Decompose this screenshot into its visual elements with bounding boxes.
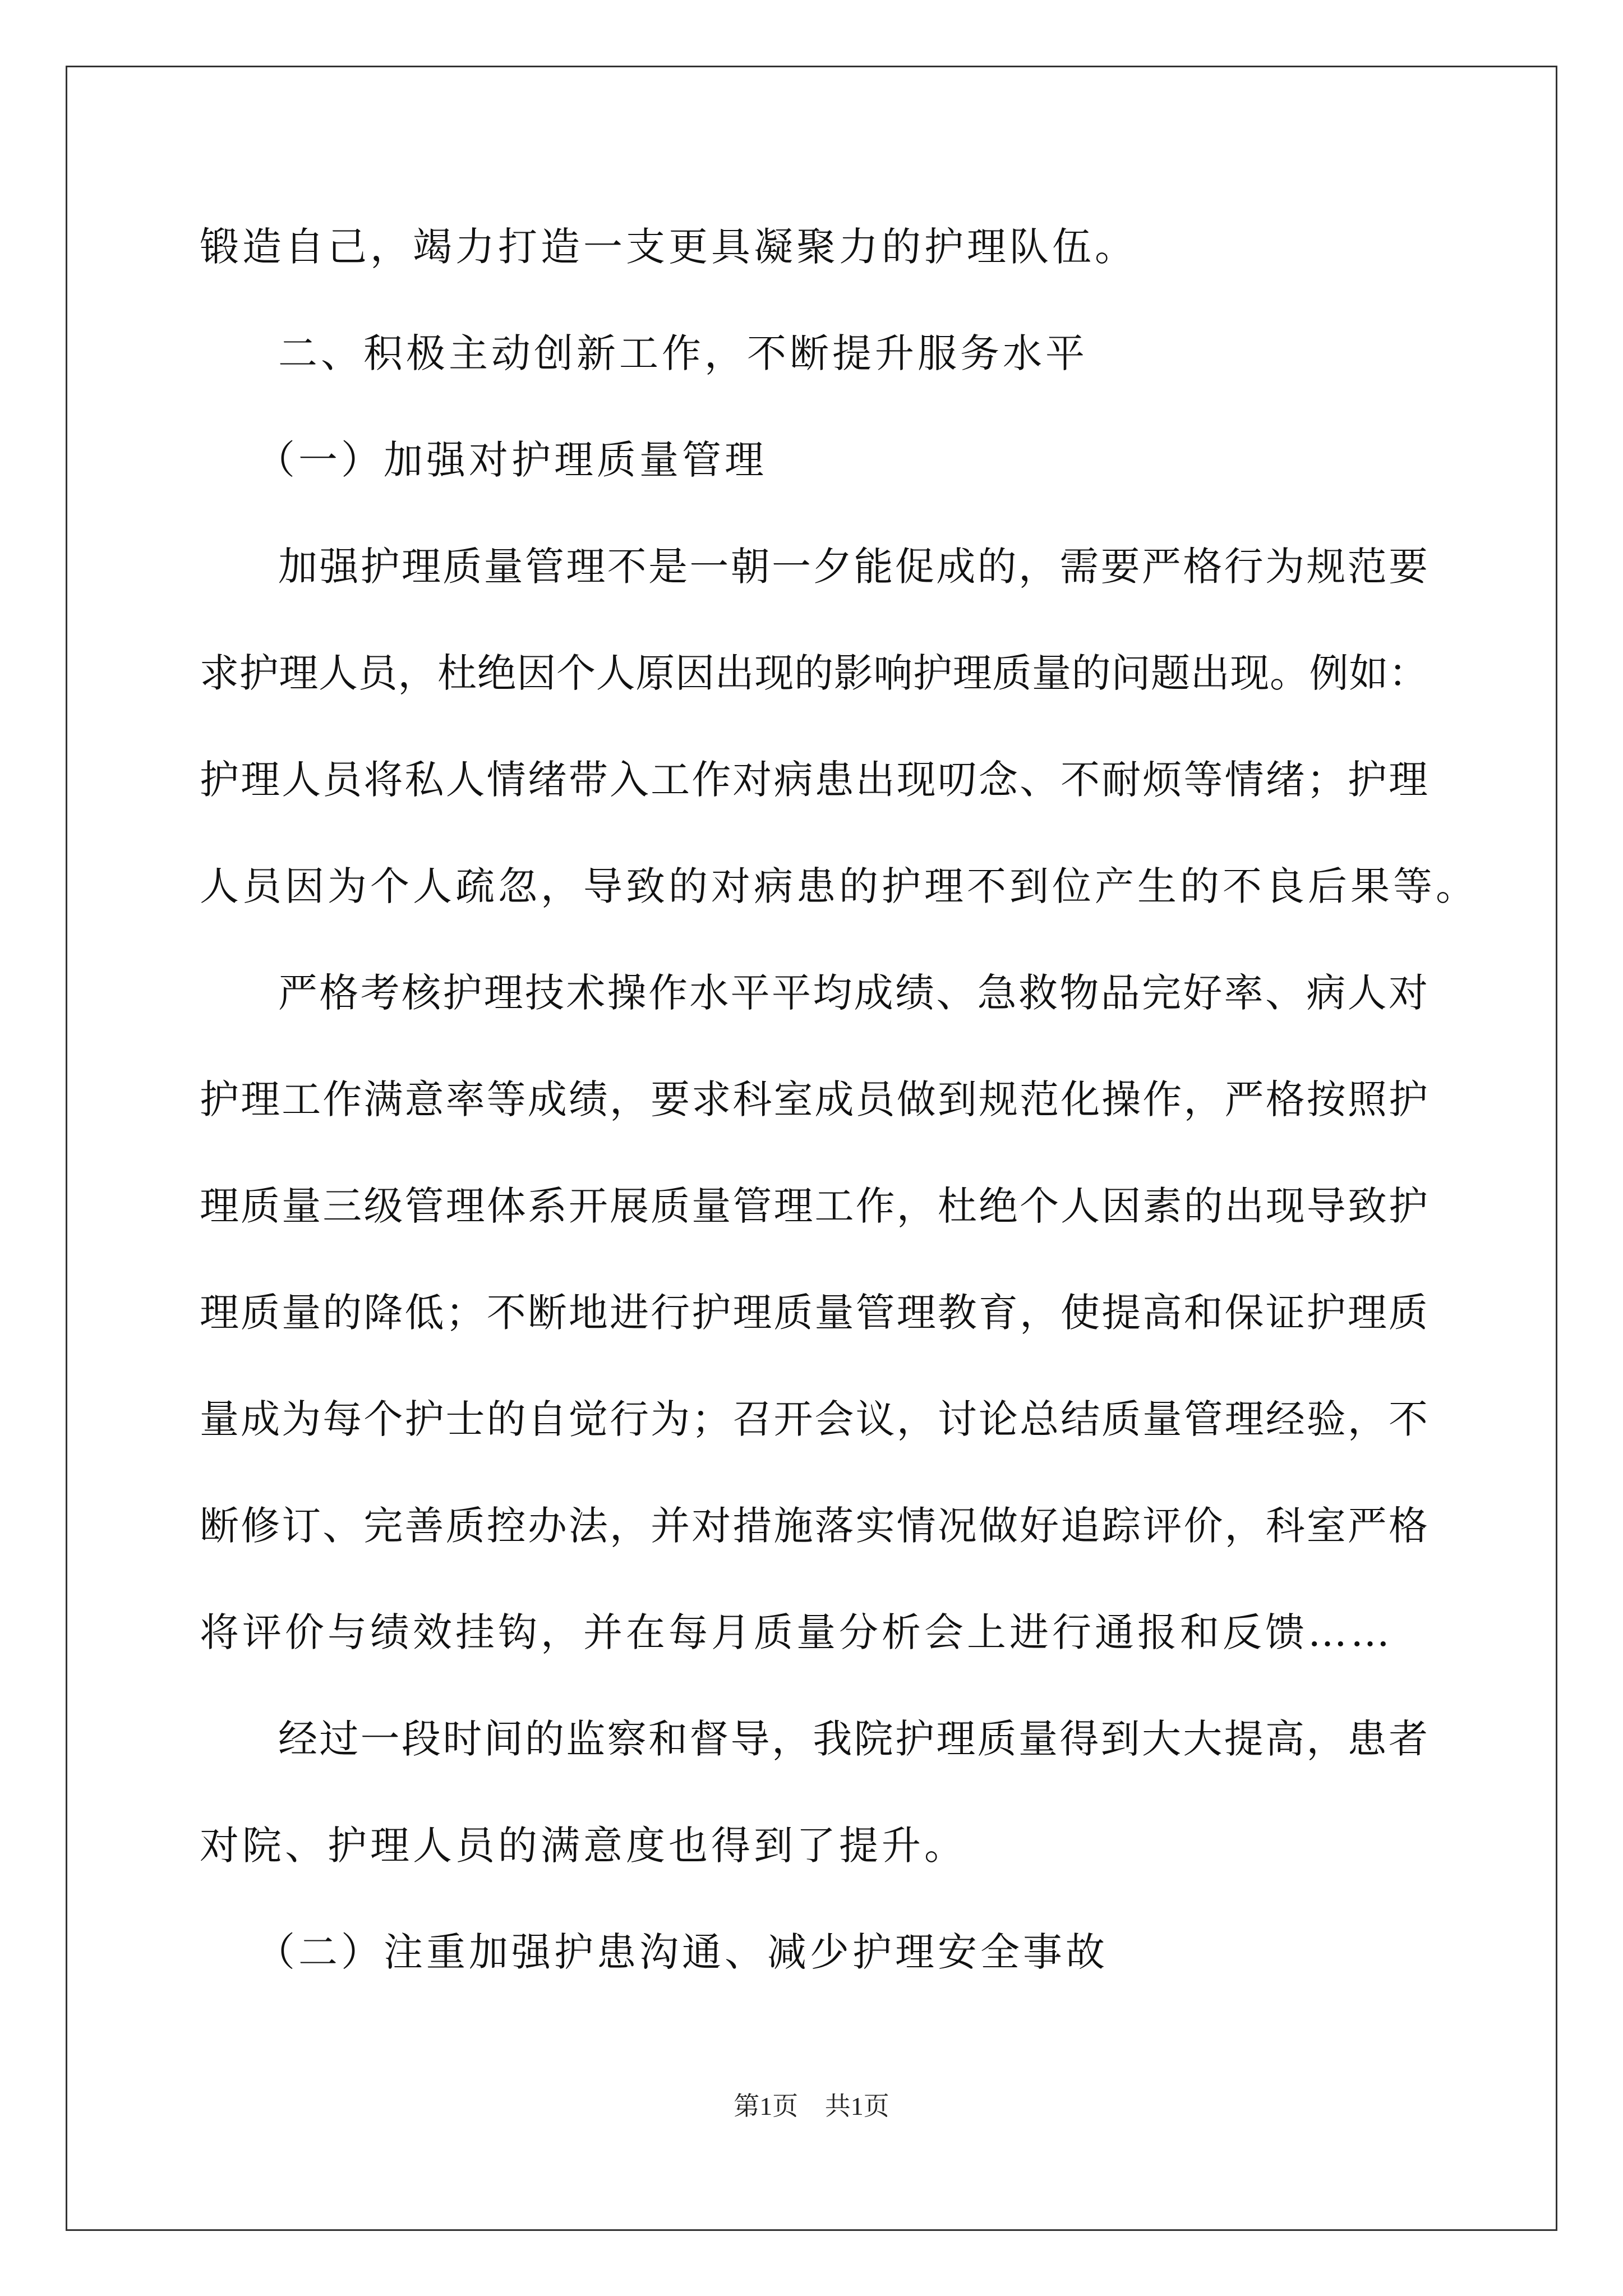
paragraph-line: 护理人员将私人情绪带入工作对病患出现叨念、不耐烦等情绪；护理 (200, 757, 1428, 803)
page-footer (0, 2090, 1623, 2123)
paragraph-line: 加强护理质量管理不是一朝一夕能促成的，需要严格行为规范要 (278, 544, 1428, 590)
section-heading: 二、积极主动创新工作，不断提升服务水平 (278, 330, 1088, 376)
paragraph-line: 对院、护理人员的满意度也得到了提升。 (200, 1823, 967, 1869)
subsection-heading: （二）注重加强护患沟通、减少护理安全事故 (256, 1929, 1108, 1975)
paragraph-line: 严格考核护理技术操作水平平均成绩、急救物品完好率、病人对 (278, 970, 1428, 1016)
page-total: 共1页 (824, 2092, 889, 2120)
paragraph-line: 理质量三级管理体系开展质量管理工作，杜绝个人因素的出现导致护 (200, 1183, 1428, 1229)
paragraph-line: 经过一段时间的监察和督导，我院护理质量得到大大提高，患者 (278, 1716, 1428, 1762)
paragraph-line: 理质量的降低；不断地进行护理质量管理教育，使提高和保证护理质 (200, 1290, 1428, 1336)
paragraph-line: 护理工作满意率等成绩，要求科室成员做到规范化操作，严格按照护 (200, 1076, 1428, 1122)
page-number: 第1页 (734, 2092, 799, 2120)
paragraph-line: 量成为每个护士的自觉行为；召开会议，讨论总结质量管理经验，不 (200, 1396, 1428, 1442)
paragraph-continuation-line: 锻造自己，竭力打造一支更具凝聚力的护理队伍。 (200, 224, 1137, 270)
paragraph-line: 求护理人员，杜绝因个人原因出现的影响护理质量的问题出现。例如： (200, 650, 1428, 696)
paragraph-line: 将评价与绩效挂钩，并在每月质量分析会上进行通报和反馈…… (200, 1609, 1393, 1655)
subsection-heading: （一）加强对护理质量管理 (256, 437, 767, 483)
paragraph-line: 人员因为个人疏忽，导致的对病患的护理不到位产生的不良后果等。 (200, 863, 1478, 909)
page-border (66, 66, 1557, 2231)
paragraph-line: 断修订、完善质控办法，并对措施落实情况做好追踪评价，科室严格 (200, 1503, 1428, 1549)
